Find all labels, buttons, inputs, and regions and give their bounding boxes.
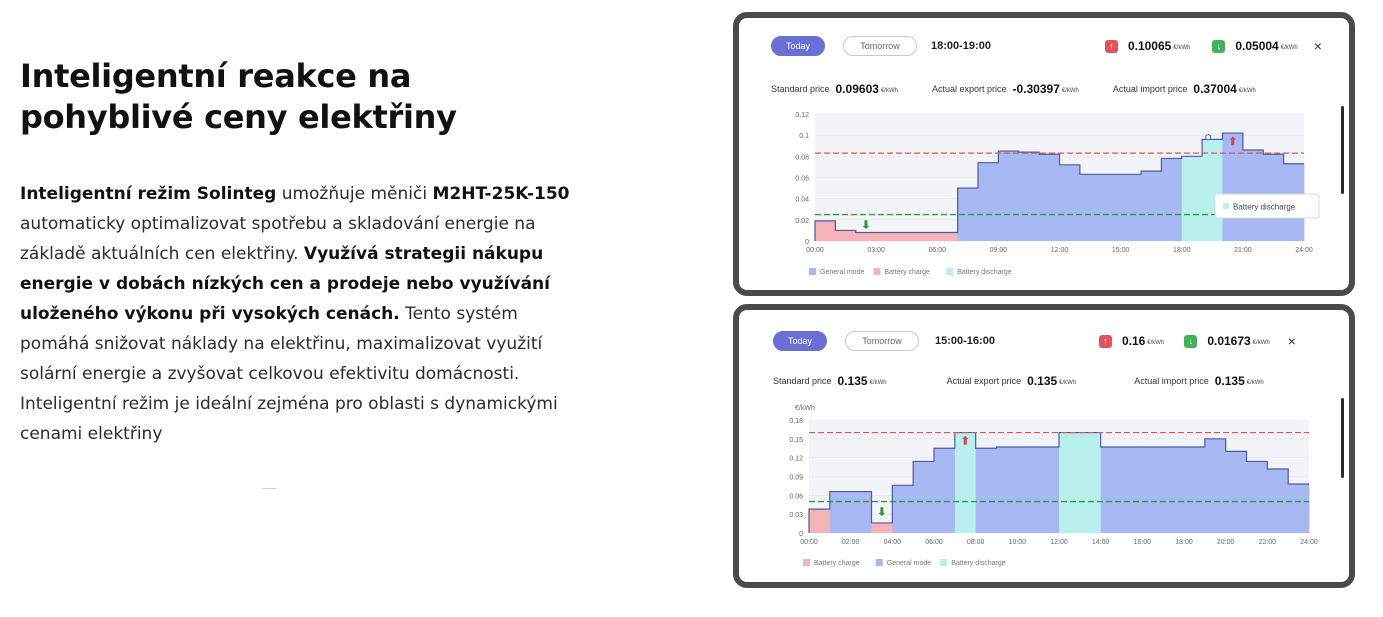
y-tick-label: 0 xyxy=(799,531,803,538)
x-tick-label: 14:00 xyxy=(1091,539,1110,546)
y-tick-label: 0 xyxy=(805,239,809,246)
legend-label: Battery charge xyxy=(814,560,860,567)
price-bar xyxy=(1163,447,1184,533)
x-tick-label: 03:00 xyxy=(867,247,885,254)
price-bar xyxy=(997,447,1018,533)
close-icon[interactable]: × xyxy=(1287,333,1296,349)
price-bar xyxy=(1184,447,1205,533)
price-bar xyxy=(856,233,877,241)
y-tick-label: 0.18 xyxy=(789,418,803,425)
divider xyxy=(262,488,276,489)
info-section xyxy=(20,56,580,449)
price-chart-1 xyxy=(739,18,1349,290)
standard-price-value: 0.135 xyxy=(837,374,868,388)
time-slot: 18:00-19:00 xyxy=(931,40,991,52)
x-tick-label: 20:00 xyxy=(1216,539,1235,546)
price-bar xyxy=(1226,451,1247,533)
sell-arrow-icon: ⬆ xyxy=(960,435,970,448)
legend-label: Battery charge xyxy=(884,269,930,276)
price-bar xyxy=(955,433,976,533)
price-bar xyxy=(1101,447,1122,533)
unit-label: €/kWh xyxy=(1238,87,1256,94)
price-bar xyxy=(913,461,934,533)
arrow-up-icon: ↑ xyxy=(1105,40,1118,53)
import-price-label: Actual import price xyxy=(1112,84,1188,94)
phone-screen-today-2 xyxy=(733,304,1355,588)
price-bar xyxy=(835,230,856,241)
price-bar xyxy=(1288,484,1309,533)
y-tick-label: 0.1 xyxy=(799,133,809,141)
y-tick-label: 0.15 xyxy=(789,436,803,444)
price-chart-2 xyxy=(739,310,1349,582)
legend-label: Battery discharge xyxy=(957,269,1012,276)
price-bar xyxy=(1100,174,1121,241)
price-bar xyxy=(892,485,913,533)
sell-price-value: 0.10065 xyxy=(1127,39,1172,53)
description-paragraph xyxy=(20,179,580,449)
price-bar xyxy=(1202,139,1223,241)
y-axis-label: €/kWh xyxy=(795,405,815,412)
x-tick-label: 21:00 xyxy=(1234,247,1252,254)
legend-swatch xyxy=(809,268,816,275)
hover-point xyxy=(1206,135,1211,140)
y-tick-label: 0.12 xyxy=(789,455,803,463)
price-bar xyxy=(1121,174,1142,241)
time-slot: 15:00-16:00 xyxy=(935,335,995,347)
legend-swatch xyxy=(946,268,953,275)
price-bar xyxy=(1059,433,1080,533)
unit-label: €/kWh xyxy=(1147,339,1165,346)
unit-label: €/kWh xyxy=(1280,44,1298,51)
close-icon[interactable]: × xyxy=(1313,38,1322,54)
x-tick-label: 22:00 xyxy=(1258,539,1277,546)
unit-label: €/kWh xyxy=(1059,379,1077,386)
x-tick-label: 12:00 xyxy=(1050,247,1069,254)
standard-price-value: 0.09603 xyxy=(835,82,879,96)
price-bar xyxy=(1039,154,1060,241)
unit-label: €/kWh xyxy=(1173,44,1191,51)
unit-label: €/kWh xyxy=(1246,379,1264,386)
price-bar xyxy=(978,163,999,241)
text: Tento systém pomáhá snižovat náklady na elektřinu, maximalizovat využití solární energie a zvyšovat celkovou efektivitu domácnosti. Inteligentní režim je ideální zejména pro oblasti s dynamickými cenami elektřiny xyxy=(20,304,558,444)
tomorrow-button[interactable]: Tomorrow xyxy=(845,331,919,351)
import-price-value: 0.135 xyxy=(1214,374,1245,388)
legend-label: General mode xyxy=(886,560,932,567)
buy-price-value: 0.01673 xyxy=(1207,334,1251,348)
price-bar xyxy=(876,233,897,241)
today-button[interactable]: Today xyxy=(773,331,827,351)
export-price-value: -0.30397 xyxy=(1012,82,1060,96)
x-tick-label: 16:00 xyxy=(1133,539,1152,546)
price-bar xyxy=(1017,447,1038,533)
price-bar xyxy=(1182,156,1203,241)
arrow-down-icon: ↓ xyxy=(1184,335,1197,348)
price-bar xyxy=(937,233,958,241)
y-tick-label: 0.02 xyxy=(795,217,809,225)
x-tick-label: 24:00 xyxy=(1300,539,1318,546)
y-tick-label: 0.03 xyxy=(789,512,803,520)
phone-screen-today-1 xyxy=(733,12,1355,296)
export-price-label: Actual export price xyxy=(931,84,1007,94)
price-bar xyxy=(830,492,851,533)
y-tick-label: 0.08 xyxy=(795,154,809,162)
price-bar xyxy=(1122,447,1143,533)
price-bar xyxy=(851,492,872,533)
section-heading: Inteligentní reakce na pohyblivé ceny elektřiny xyxy=(20,57,457,136)
x-tick-label: 10:00 xyxy=(1008,539,1027,546)
buy-arrow-icon: ⬇ xyxy=(861,219,871,232)
x-tick-label: 06:00 xyxy=(928,247,947,254)
legend-swatch xyxy=(940,559,947,566)
legend-swatch xyxy=(873,268,880,275)
unit-label: €/kWh xyxy=(1252,339,1270,346)
standard-price-label: Standard price xyxy=(771,84,830,94)
price-bar xyxy=(917,233,938,241)
legend-swatch xyxy=(876,559,883,566)
arrow-down-icon: ↓ xyxy=(1212,40,1225,53)
strong-text: Inteligentní režim Solinteg xyxy=(20,184,277,204)
buy-arrow-icon: ⬇ xyxy=(877,506,887,519)
price-bar xyxy=(1247,461,1268,533)
text: umožňuje měniči xyxy=(276,184,433,204)
tomorrow-button[interactable]: Tomorrow xyxy=(843,36,917,56)
x-tick-label: 04:00 xyxy=(883,539,902,546)
model-name: M2HT-25K-150 xyxy=(432,184,570,204)
price-bar xyxy=(872,523,893,533)
price-bar xyxy=(1161,158,1182,241)
price-bar xyxy=(1142,447,1163,533)
price-bar xyxy=(1038,447,1059,533)
price-bar xyxy=(998,151,1019,241)
y-tick-label: 0.09 xyxy=(789,474,803,482)
import-price-value: 0.37004 xyxy=(1193,82,1237,96)
export-price-label: Actual export price xyxy=(946,376,1022,386)
x-tick-label: 06:00 xyxy=(925,539,943,546)
price-bar xyxy=(1205,439,1226,533)
x-tick-label: 00:00 xyxy=(800,539,818,546)
buy-price-value: 0.05004 xyxy=(1235,39,1279,53)
x-tick-label: 09:00 xyxy=(989,247,1008,254)
y-tick-label: 0.04 xyxy=(795,196,809,204)
legend-swatch xyxy=(803,559,810,566)
price-bar xyxy=(976,448,997,533)
sell-price-value: 0.16 xyxy=(1121,334,1146,348)
x-tick-label: 12:00 xyxy=(1050,539,1068,546)
today-button[interactable]: Today xyxy=(771,36,825,56)
price-bar xyxy=(1080,433,1101,533)
price-bar xyxy=(1019,152,1040,241)
y-tick-label: 0.12 xyxy=(795,112,809,119)
price-bar xyxy=(897,233,918,241)
y-tick-label: 0.06 xyxy=(795,175,809,183)
unit-label: €/kWh xyxy=(869,379,887,386)
unit-label: €/kWh xyxy=(1061,87,1079,94)
price-bar xyxy=(1060,165,1081,241)
unit-label: €/kWh xyxy=(880,87,898,94)
x-tick-label: 08:00 xyxy=(966,539,985,546)
standard-price-label: Standard price xyxy=(773,376,832,386)
x-tick-label: 00:00 xyxy=(806,247,824,254)
legend-label: General mode xyxy=(820,269,865,276)
price-bar xyxy=(1141,171,1162,241)
x-tick-label: 02:00 xyxy=(841,539,860,546)
text: automaticky optimalizovat spotřebu a skladování energie na základě aktuálních cen elektřiny. xyxy=(20,214,536,264)
tooltip-label: Battery discharge xyxy=(1233,202,1296,212)
x-tick-label: 18:00 xyxy=(1172,247,1191,254)
sell-arrow-icon: ⬆ xyxy=(1228,136,1238,149)
x-tick-label: 15:00 xyxy=(1111,247,1130,254)
x-tick-label: 18:00 xyxy=(1175,539,1193,546)
arrow-up-icon: ↑ xyxy=(1099,335,1112,348)
price-bar xyxy=(934,448,955,533)
price-bar xyxy=(815,221,836,241)
import-price-label: Actual import price xyxy=(1134,376,1209,386)
x-tick-label: 24:00 xyxy=(1295,247,1313,254)
price-bar xyxy=(809,509,830,533)
price-bar xyxy=(1223,133,1244,241)
y-tick-label: 0.06 xyxy=(789,493,803,501)
export-price-value: 0.135 xyxy=(1027,374,1058,388)
legend-label: Battery discharge xyxy=(951,560,1006,567)
price-bar xyxy=(1080,174,1101,241)
strong-text: Využívá strategii nákupu energie v dobách nízkých cen a prodeje nebo využívání uloženého výkonu při vysokých cenách. xyxy=(20,244,550,324)
tooltip-swatch xyxy=(1223,203,1229,209)
